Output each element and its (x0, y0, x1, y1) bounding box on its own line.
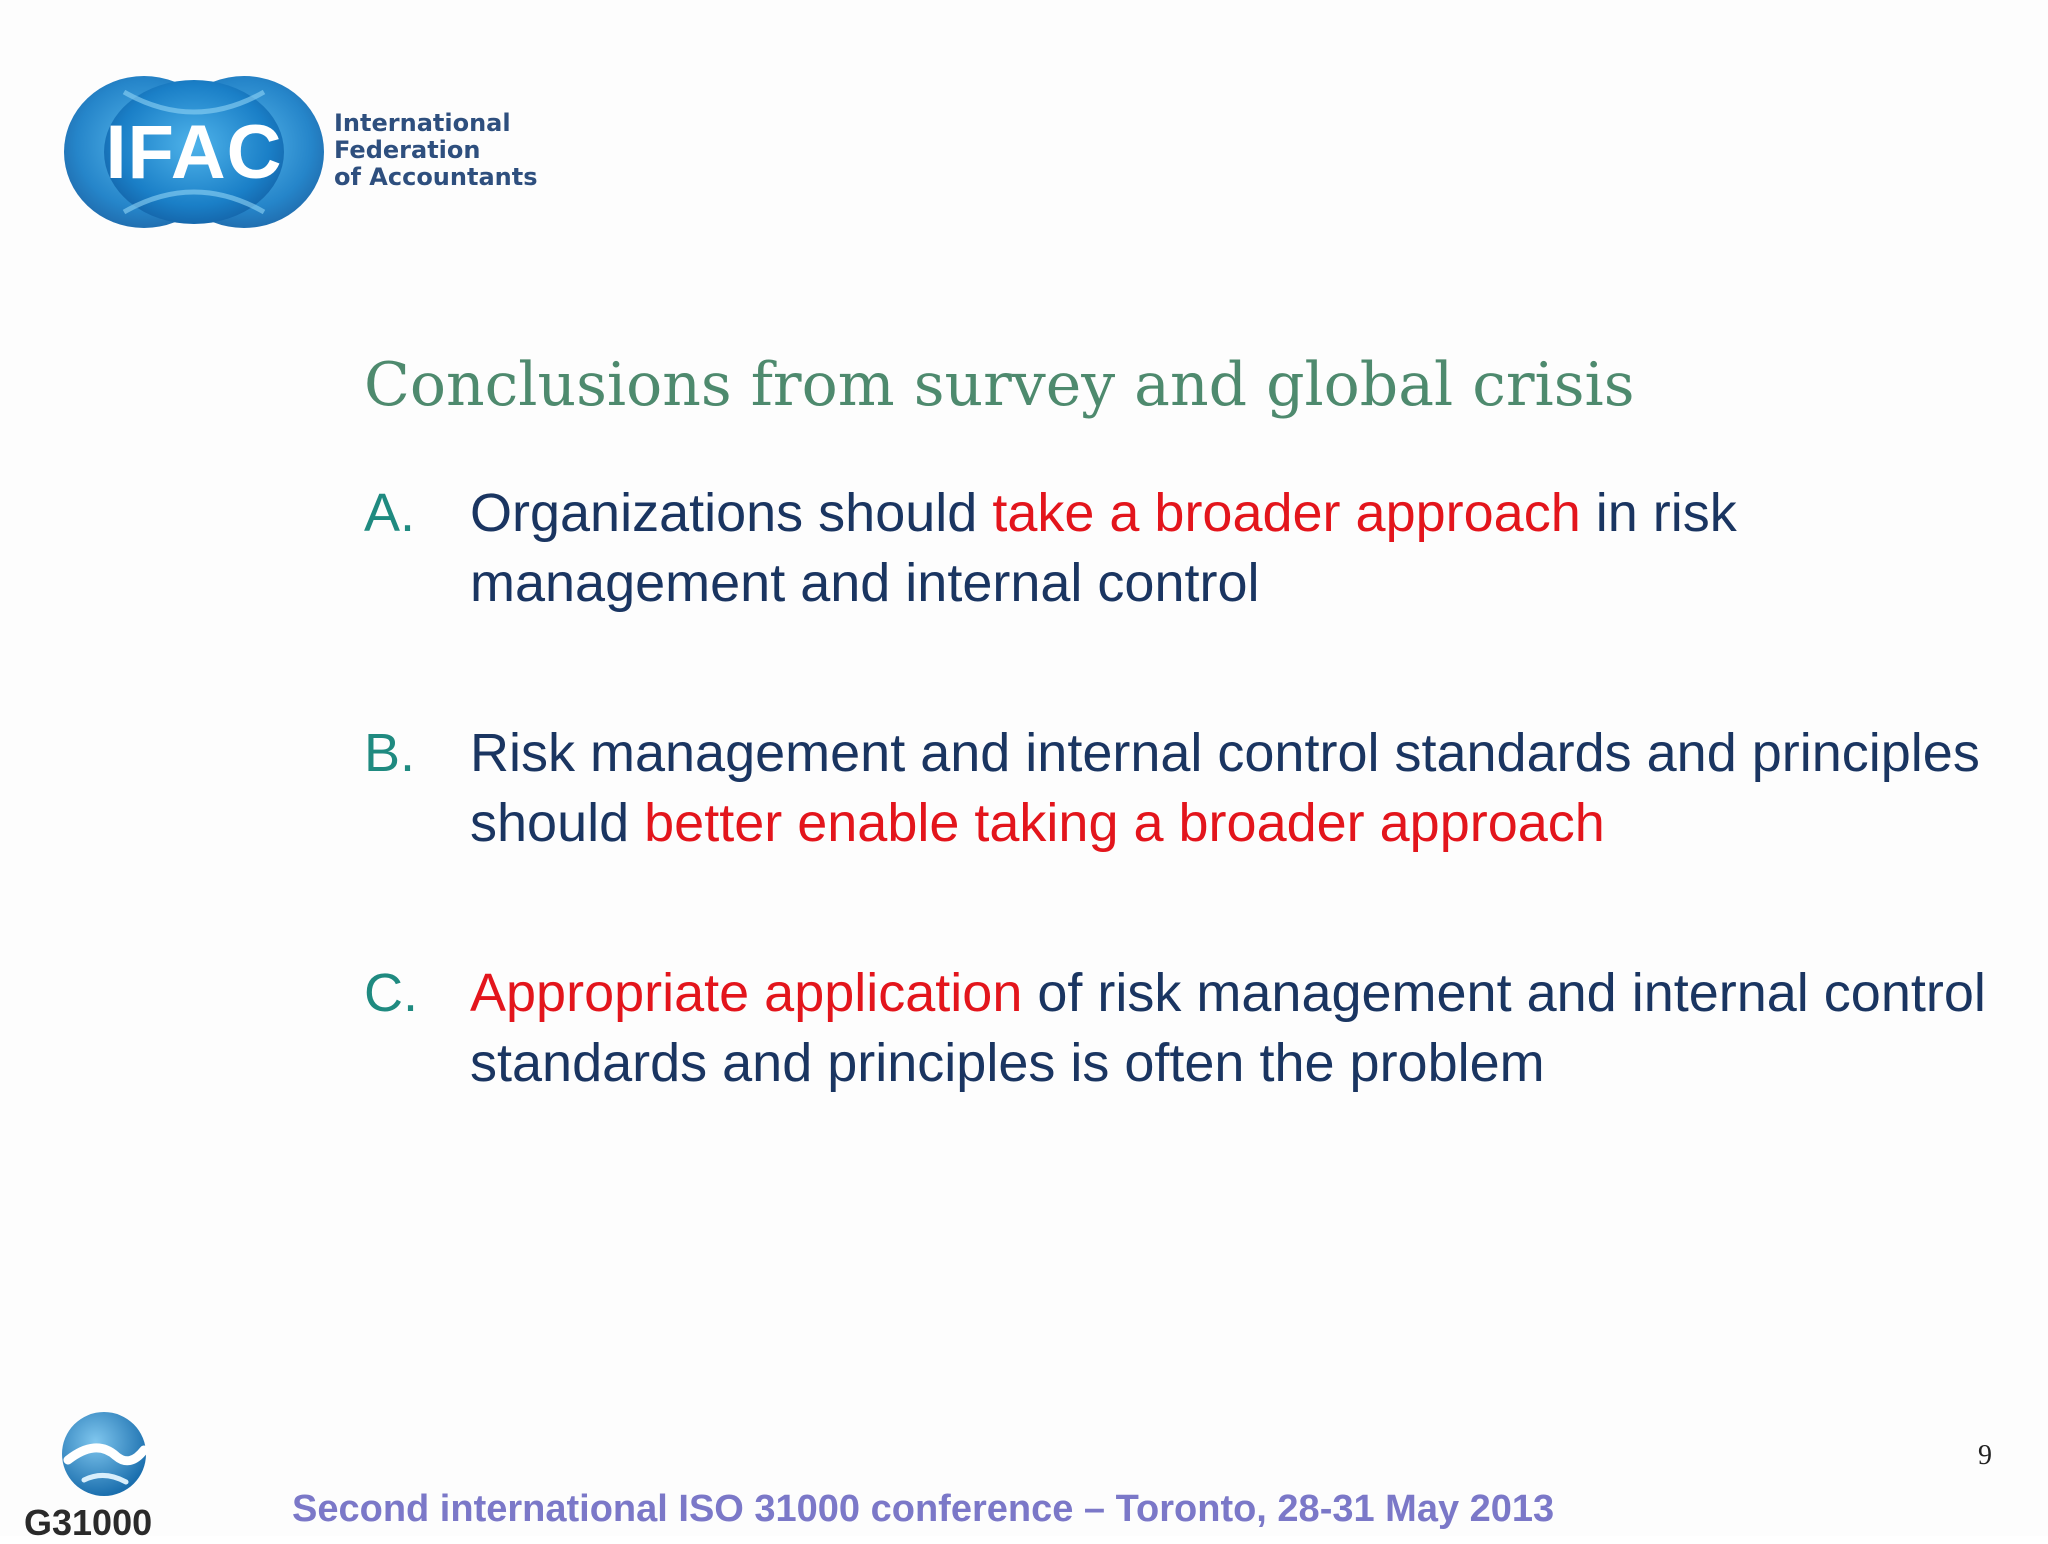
item-letter: C. (364, 963, 418, 1023)
list-item (364, 958, 2004, 1098)
page-number: 9 (1978, 1440, 1992, 1471)
ifac-fullname (334, 110, 537, 191)
text-part: Risk management and internal control standards and principles should (470, 723, 1980, 853)
item-text (470, 963, 1986, 1093)
list-item (364, 478, 2004, 618)
item-letter: B. (364, 723, 416, 783)
item-text (470, 723, 1980, 853)
text-part: in risk management and internal control (470, 483, 1737, 613)
ifac-logo (64, 72, 544, 242)
highlight-text: take a broader approach (992, 483, 1581, 543)
list-item (364, 718, 2004, 858)
highlight-text: better enable taking a broader approach (644, 793, 1605, 853)
ifac-wordmark: IFAC (105, 109, 283, 195)
highlight-text: Appropriate application (470, 963, 1023, 1023)
text-part: of risk management and internal control standards and principles is often the problem (470, 963, 1986, 1093)
text-part: Organizations should (470, 483, 993, 543)
item-letter: A. (364, 483, 416, 543)
ifac-name-line: International (334, 109, 511, 137)
conclusion-list (364, 478, 2004, 1098)
g31000-logo (24, 1410, 184, 1543)
globe-icon (56, 1410, 152, 1498)
ifac-name-line: Federation (334, 136, 481, 164)
slide-title: Conclusions from survey and global crisis (364, 350, 1635, 420)
ifac-name-line: of Accountants (334, 163, 538, 191)
item-text (470, 483, 1737, 613)
conference-footer: Second international ISO 31000 conference – Toronto, 28-31 May 2013 (292, 1488, 1555, 1530)
g31000-text: G31000 (24, 1502, 153, 1543)
